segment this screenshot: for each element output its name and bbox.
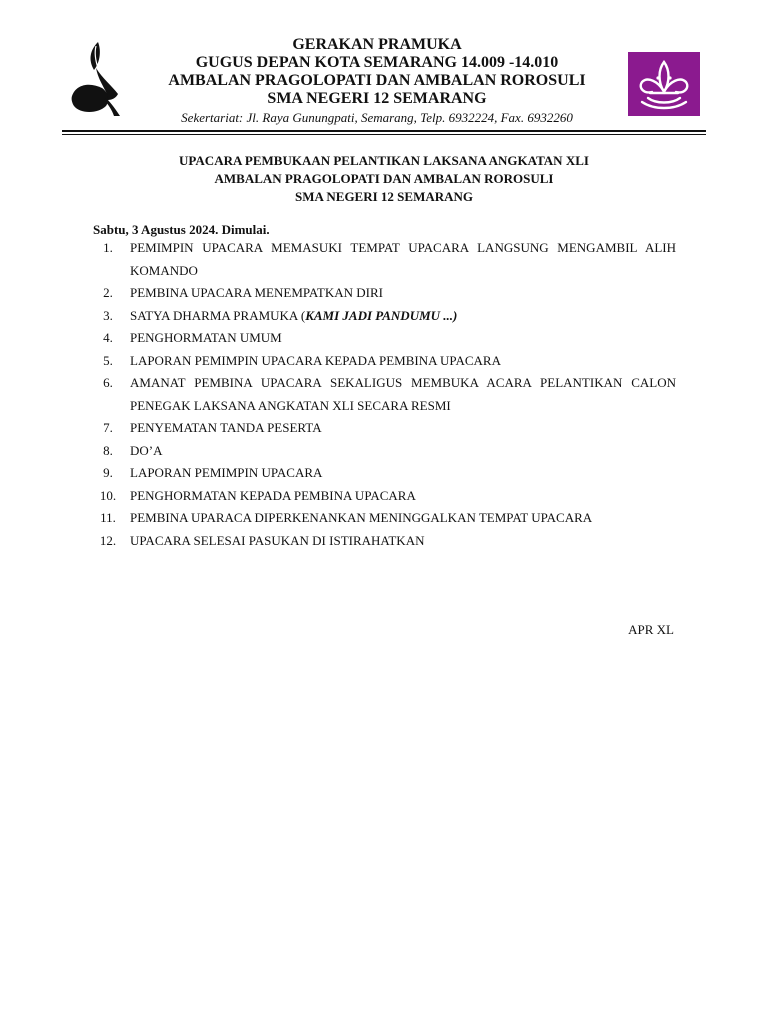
step-text: DO’A [130,442,163,458]
org-name: GERAKAN PRAMUKA [292,36,462,53]
step-number: 3. [103,307,113,323]
letterhead-text [132,36,622,126]
list-item [86,462,676,485]
list-item [86,350,676,373]
title-line-1: UPACARA PEMBUKAAN PELANTIKAN LAKSANA ANGKATAN XLI [179,153,589,168]
step-text: LAPORAN PEMIMPIN UPACARA KEPADA PEMBINA UPACARA [130,352,501,368]
school-name: SMA NEGERI 12 SEMARANG [267,90,487,107]
date-intro: Sabtu, 3 Agustus 2024. Dimulai. [93,222,270,237]
scout-fleur-de-lis-emblem-icon [628,52,700,116]
list-item [86,507,676,530]
letterhead-rule-thick [62,130,706,132]
step-number: 7. [103,420,113,435]
step-text: SATYA DHARMA PRAMUKA (KAMI JADI PANDUMU ...) [130,307,458,323]
ambalan-names: AMBALAN PRAGOLOPATI DAN AMBALAN ROROSULI [168,72,586,89]
list-item [86,440,676,463]
step-text: PENGHORMATAN KEPADA PEMBINA UPACARA [130,487,416,503]
step-number: 5. [103,352,113,368]
step-number: 10. [99,487,117,503]
step-text: LAPORAN PEMIMPIN UPACARA [130,465,323,480]
step-text: AMANAT PEMBINA UPACARA SEKALIGUS MEMBUKA ACARA PELANTIKAN CALON PENEGAK LAKSANA ANGKATAN XLI SECARA RESMI [130,375,676,413]
step-number: 12. [99,532,117,548]
list-item [86,282,676,305]
step-number: 6. [103,375,113,390]
step-text: PEMIMPIN UPACARA MEMASUKI TEMPAT UPACARA LANGSUNG MENGAMBIL ALIH KOMANDO [130,240,676,278]
step-text: PEMBINA UPACARA MENEMPATKAN DIRI [130,285,383,300]
list-item [86,237,676,282]
title-line-3: SMA NEGERI 12 SEMARANG [294,189,474,204]
list-item [86,327,676,350]
signature: APR XL [628,622,674,637]
step-number: 2. [103,285,113,300]
gugus-depan: GUGUS DEPAN KOTA SEMARANG 14.009 -14.010 [195,54,559,71]
title-line-2: AMBALAN PRAGOLOPATI DAN AMBALAN ROROSULI [214,171,554,186]
step-text: UPACARA SELESAI PASUKAN DI ISTIRAHATKAN [130,532,425,548]
tunas-kelapa-logo-icon [66,38,124,118]
letterhead-rule-thin [62,134,706,135]
list-item [86,372,676,417]
document-title [62,152,706,206]
step-number: 8. [103,442,113,458]
list-item [86,485,676,508]
ceremony-steps [86,237,676,552]
step-number: 1. [103,240,113,255]
list-item [86,417,676,440]
step-text: PENYEMATAN TANDA PESERTA [130,420,322,435]
step-text: PEMBINA UPARACA DIPERKENANKAN MENINGGALKAN TEMPAT UPACARA [130,510,593,525]
secretariat-address: Sekertariat: Jl. Raya Gunungpati, Semarang, Telp. 6932224, Fax. 6932260 [181,110,573,125]
list-item [86,530,676,553]
letterhead [62,36,706,126]
step-number: 11. [100,510,116,525]
step-text: PENGHORMATAN UMUM [130,330,282,345]
list-item [86,305,676,328]
step-number: 9. [103,465,113,480]
step-number: 4. [103,330,113,345]
